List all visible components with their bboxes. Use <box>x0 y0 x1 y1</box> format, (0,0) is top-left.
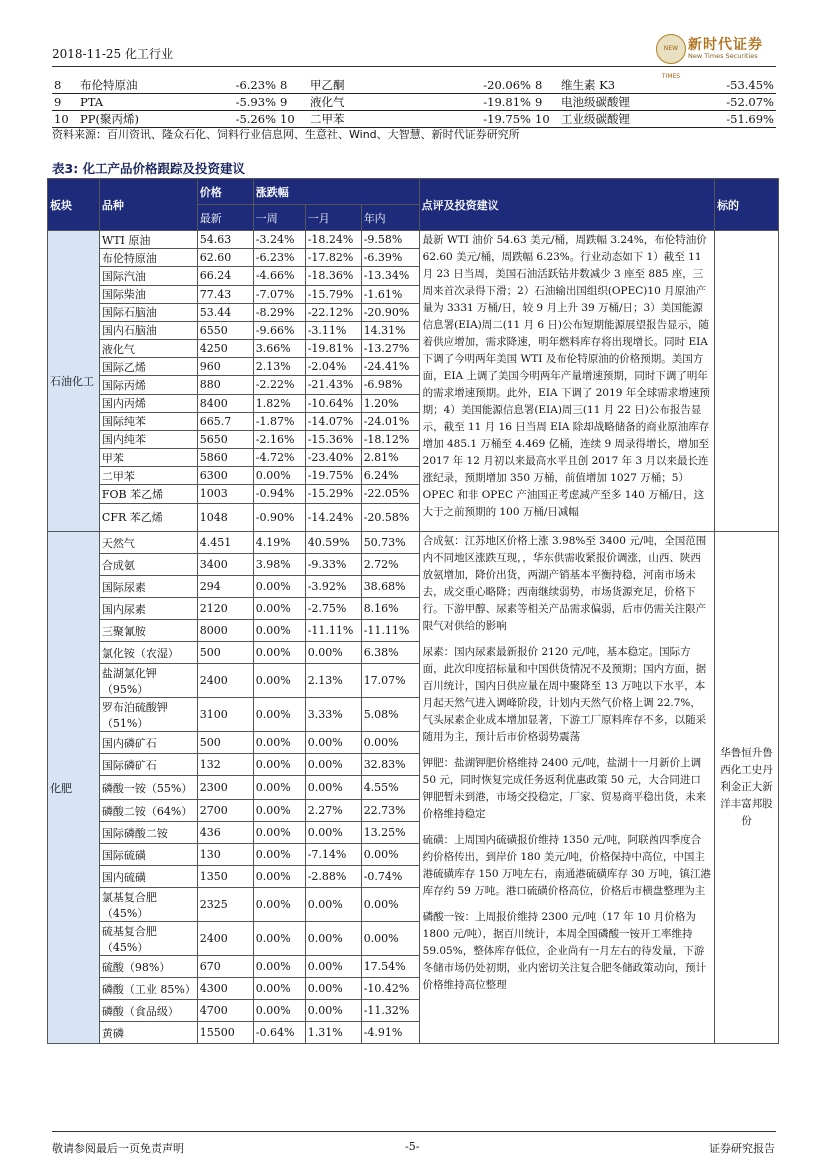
product-value: 32.83% <box>361 754 419 776</box>
product-value: -18.12% <box>361 430 419 448</box>
product-value: 4250 <box>197 340 253 358</box>
logo-chinese-name: 新时代证券 <box>688 37 763 53</box>
product-value: 2.13% <box>305 664 361 698</box>
product-name: 硫酸（98%） <box>99 956 197 978</box>
product-value: -18.24% <box>305 231 361 249</box>
product-name: 液化气 <box>99 340 197 358</box>
product-value: -3.11% <box>305 321 361 339</box>
header-ytd: 年内 <box>361 205 419 231</box>
product-name: 盐湖氯化钾（95%） <box>99 664 197 698</box>
header-price: 价格 <box>197 179 253 205</box>
product-value: -6.23% <box>253 249 305 267</box>
rank-cell: 9 <box>280 95 288 109</box>
data-source-note: 资料来源：百川资讯、隆众石化、饲料行业信息网、生意社、Wind、大智慧、新时代证券研究所 <box>52 128 520 141</box>
product-value: -1.61% <box>361 285 419 303</box>
product-value: 2325 <box>197 888 253 922</box>
rank-cell: 8 <box>535 78 543 92</box>
header-comment: 点评及投资建议 <box>419 179 714 231</box>
product-name: 黄磷 <box>99 1022 197 1044</box>
rank-cell: -51.69% <box>726 112 774 126</box>
product-value: -0.64% <box>253 1022 305 1044</box>
product-value: 66.24 <box>197 267 253 285</box>
product-name: 氯基复合肥（45%） <box>99 888 197 922</box>
rank-cell: 维生素 K3 <box>561 78 616 92</box>
product-value: 53.44 <box>197 303 253 321</box>
product-value: -2.04% <box>305 358 361 376</box>
logo-emblem-icon: NEW TIMES <box>656 34 686 64</box>
header-product: 品种 <box>99 179 197 231</box>
product-name: 国际磷酸二铵 <box>99 822 197 844</box>
comment-paragraph: 磷酸一铵：上周报价维持 2300 元/吨（17 年 10 月价格为 1800 元/吨），据百川统计，本周全国磷酸一铵开工率维持 59.05%，整体库存低位，企业尚有一月左右的待发量，下游冬储市场仍处初期，业内密切关注复合肥冬储政策动向，预计价格维持高位整理 <box>422 911 707 991</box>
product-name: WTI 原油 <box>99 231 197 249</box>
product-value: 0.00% <box>305 776 361 800</box>
product-value: -18.36% <box>305 267 361 285</box>
product-value: 38.68% <box>361 576 419 598</box>
product-value: 8400 <box>197 394 253 412</box>
product-value: 0.00% <box>253 732 305 754</box>
product-value: 4300 <box>197 978 253 1000</box>
product-value: 17.54% <box>361 956 419 978</box>
product-value: -23.40% <box>305 449 361 467</box>
product-value: -19.75% <box>305 467 361 485</box>
rank-cell: 甲乙酮 <box>310 78 345 92</box>
comment-paragraph: 尿素：国内尿素最新报价 2120 元/吨，基本稳定。国际方面，此次印度招标量和中国供货情况不及预期；国内方面，据百川统计，国内日供应量在周中聚降至 13 万吨以下水平，本月起天然气进入调峰阶段，计划内天然气价格上调 22.7%，气头尿素企业成本增加显著，下游工厂原料库存不多，以随采随用为主，预计后市价格弱势震荡 <box>422 646 707 743</box>
product-name: 国际柴油 <box>99 285 197 303</box>
product-row <box>48 231 779 249</box>
product-name: 硫基复合肥（45%） <box>99 922 197 956</box>
product-value: -2.22% <box>253 376 305 394</box>
product-value: 6.38% <box>361 642 419 664</box>
product-name: 磷酸（食品级） <box>99 1000 197 1022</box>
product-value: 0.00% <box>361 844 419 866</box>
product-value: 2.27% <box>305 800 361 822</box>
footer-divider <box>52 1131 776 1132</box>
rank-cell: 8 <box>280 78 288 92</box>
product-value: -15.36% <box>305 430 361 448</box>
header-week: 一周 <box>253 205 305 231</box>
product-name: 国际磷矿石 <box>99 754 197 776</box>
product-value: -24.41% <box>361 358 419 376</box>
product-name: 磷酸二铵（64%） <box>99 800 197 822</box>
product-value: -7.07% <box>253 285 305 303</box>
product-value: 50.73% <box>361 532 419 554</box>
product-value: -10.64% <box>305 394 361 412</box>
product-name: 氯化铵（农湿） <box>99 642 197 664</box>
product-value: 0.00% <box>253 754 305 776</box>
product-value: 0.00% <box>253 888 305 922</box>
product-value: -11.11% <box>305 620 361 642</box>
product-value: 2.13% <box>253 358 305 376</box>
product-value: -7.14% <box>305 844 361 866</box>
product-value: 0.00% <box>305 754 361 776</box>
header-sector: 板块 <box>48 179 100 231</box>
product-value: 62.60 <box>197 249 253 267</box>
product-value: 0.00% <box>305 956 361 978</box>
rank-cell: -5.93% <box>235 95 276 109</box>
product-value: -6.39% <box>361 249 419 267</box>
product-value: 1.31% <box>305 1022 361 1044</box>
product-row <box>48 532 779 554</box>
product-name: 国际石脑油 <box>99 303 197 321</box>
rank-cell: 10 <box>280 112 295 126</box>
product-value: 294 <box>197 576 253 598</box>
product-value: -13.27% <box>361 340 419 358</box>
product-value: 0.00% <box>253 956 305 978</box>
product-name: 磷酸一铵（55%） <box>99 776 197 800</box>
rank-cell: -6.23% <box>235 78 276 92</box>
product-value: 880 <box>197 376 253 394</box>
rank-cell: PP(聚丙烯) <box>80 112 139 126</box>
header-divider <box>52 66 776 67</box>
product-value: -8.29% <box>253 303 305 321</box>
product-value: -4.72% <box>253 449 305 467</box>
rank-cell: 二甲苯 <box>310 112 345 126</box>
product-value: 0.00% <box>253 642 305 664</box>
product-value: -11.11% <box>361 620 419 642</box>
rank-cell: 电池级碳酸锂 <box>561 95 630 109</box>
product-value: 0.00% <box>253 620 305 642</box>
product-value: 0.00% <box>305 1000 361 1022</box>
product-value: 6550 <box>197 321 253 339</box>
product-value: 2400 <box>197 664 253 698</box>
rank-cell: -52.07% <box>726 95 774 109</box>
product-value: 0.00% <box>253 664 305 698</box>
product-name: 国际丙烯 <box>99 376 197 394</box>
product-value: -0.90% <box>253 503 305 531</box>
rank-cell: -20.06% <box>483 78 531 92</box>
product-value: -3.24% <box>253 231 305 249</box>
product-value: -0.94% <box>253 485 305 503</box>
product-value: 3400 <box>197 554 253 576</box>
product-value: 0.00% <box>305 888 361 922</box>
product-value: 3.98% <box>253 554 305 576</box>
rank-cell: 9 <box>54 95 62 109</box>
product-value: -19.81% <box>305 340 361 358</box>
product-value: -10.42% <box>361 978 419 1000</box>
product-value: 0.00% <box>253 866 305 888</box>
product-value: 4700 <box>197 1000 253 1022</box>
product-value: 5650 <box>197 430 253 448</box>
table-caption: 表3: 化工产品价格跟踪及投资建议 <box>52 161 246 176</box>
product-value: -6.98% <box>361 376 419 394</box>
product-value: -22.05% <box>361 485 419 503</box>
rank-row <box>52 94 776 111</box>
rank-cell: -19.81% <box>483 95 531 109</box>
price-change-ranking-table <box>52 77 776 128</box>
product-value: 3.66% <box>253 340 305 358</box>
product-name: 合成氨 <box>99 554 197 576</box>
product-name: 国内磷矿石 <box>99 732 197 754</box>
rank-cell: 8 <box>54 78 62 92</box>
comment-paragraph: 硫磺：上周国内硫磺报价维持 1350 元/吨，阿联酋四季度合约价格传出，到岸价 180 美元/吨，价格保持中高位，中国主港硫磺库存 150 万吨左右，南通港硫磺库存 30 万吨，镇江港库存约 59 万吨。港口硫磺价格高位，价格后市横盘整理为主 <box>422 834 711 897</box>
product-value: 2.72% <box>361 554 419 576</box>
product-value: -2.75% <box>305 598 361 620</box>
product-value: -2.16% <box>253 430 305 448</box>
product-value: 4.55% <box>361 776 419 800</box>
product-name: 国际硫磺 <box>99 844 197 866</box>
rank-cell: 工业级碳酸锂 <box>561 112 630 126</box>
target-stocks <box>715 231 779 532</box>
product-value: 0.00% <box>253 822 305 844</box>
product-value: -22.12% <box>305 303 361 321</box>
product-value: 960 <box>197 358 253 376</box>
comment-cell <box>419 231 714 532</box>
product-value: 0.00% <box>253 467 305 485</box>
rank-cell: -19.75% <box>483 112 531 126</box>
product-value: 665.7 <box>197 412 253 430</box>
product-value: 0.00% <box>361 888 419 922</box>
product-value: -0.74% <box>361 866 419 888</box>
product-value: 130 <box>197 844 253 866</box>
product-price-tracking-table <box>47 178 779 1044</box>
product-value: 1.82% <box>253 394 305 412</box>
product-value: 0.00% <box>253 922 305 956</box>
product-value: 3.33% <box>305 698 361 732</box>
rank-cell: 10 <box>54 112 69 126</box>
product-value: 13.25% <box>361 822 419 844</box>
product-value: 0.00% <box>253 698 305 732</box>
product-name: 布伦特原油 <box>99 249 197 267</box>
product-name: 国际汽油 <box>99 267 197 285</box>
sector-name: 石油化工 <box>48 231 100 532</box>
product-value: 2.81% <box>361 449 419 467</box>
logo-english-name: New Times Securities <box>688 52 758 60</box>
rank-row <box>52 111 776 128</box>
product-value: 1048 <box>197 503 253 531</box>
product-name: 国内石脑油 <box>99 321 197 339</box>
product-value: 8000 <box>197 620 253 642</box>
product-value: -13.34% <box>361 267 419 285</box>
product-value: 0.00% <box>361 732 419 754</box>
product-value: -4.91% <box>361 1022 419 1044</box>
product-value: -3.92% <box>305 576 361 598</box>
page-header <box>52 37 776 80</box>
product-value: 0.00% <box>253 576 305 598</box>
product-name: 二甲苯 <box>99 467 197 485</box>
product-value: 1003 <box>197 485 253 503</box>
product-name: 国际乙烯 <box>99 358 197 376</box>
product-name: 国际尿素 <box>99 576 197 598</box>
product-value: 6300 <box>197 467 253 485</box>
product-value: 0.00% <box>361 922 419 956</box>
product-name: 磷酸（工业 85%） <box>99 978 197 1000</box>
product-value: -21.43% <box>305 376 361 394</box>
sector-name: 化肥 <box>48 532 100 1044</box>
product-value: 40.59% <box>305 532 361 554</box>
report-date-industry: 2018-11-25 化工行业 <box>52 47 174 61</box>
product-value: 0.00% <box>253 598 305 620</box>
product-value: 5860 <box>197 449 253 467</box>
rank-cell: 10 <box>535 112 550 126</box>
header-month: 一月 <box>305 205 361 231</box>
product-value: 17.07% <box>361 664 419 698</box>
product-name: 国际纯苯 <box>99 412 197 430</box>
comment-cell <box>419 532 714 1044</box>
product-value: 0.00% <box>253 776 305 800</box>
product-value: 15500 <box>197 1022 253 1044</box>
product-value: 500 <box>197 642 253 664</box>
product-value: 4.451 <box>197 532 253 554</box>
product-value: 2700 <box>197 800 253 822</box>
product-value: -17.82% <box>305 249 361 267</box>
product-value: 670 <box>197 956 253 978</box>
product-value: 3100 <box>197 698 253 732</box>
product-value: -14.07% <box>305 412 361 430</box>
header-latest: 最新 <box>197 205 253 231</box>
product-value: 14.31% <box>361 321 419 339</box>
product-value: -4.66% <box>253 267 305 285</box>
product-value: 54.63 <box>197 231 253 249</box>
product-value: 0.00% <box>253 978 305 1000</box>
product-value: 0.00% <box>253 1000 305 1022</box>
header-change: 涨跌幅 <box>253 179 419 205</box>
product-value: 6.24% <box>361 467 419 485</box>
product-name: 国内尿素 <box>99 598 197 620</box>
product-value: -1.87% <box>253 412 305 430</box>
product-value: 0.00% <box>305 922 361 956</box>
rank-cell: PTA <box>80 95 104 109</box>
product-value: 5.08% <box>361 698 419 732</box>
comment-paragraph: 最新 WTI 油价 54.63 美元/桶，周跌幅 3.24%，布伦特油价 62.60 美元/桶，周跌幅 6.23%。行业动态如下 1）截至 11 月 23 日当周，美国石油活跃钻井数减少 3 座至 885 座，三周来首次录得下滑；2）石油输出国组织(OPEC)10 月原油产量为 3331 万桶/日，较 9 月上升 39 万桶/日；3）美国能源信息署(EIA)周二(11 月 6 日)公布短期能源展望报告显示，随着供应增加，需求降速，明年燃料库存将出现增长。同时 EIA 下调了今明两年美国 WTI 及布伦特原油的价格预期。美国方面，EIA 上调了美国今明两年产量增速预期，同时下调了明年的需求增速预期。此外，EIA 下调了 2019 年全球需求增速预期；4）美国能源信息署(EIA)周三(11 月 22 日)公布报告显示，截至 11 月 16 日当周 EIA 除却战略储备的商业原油库存增加 485.1 万桶至 4.469 亿桶，连续 9 周录得增长，增加至 2017 年 12 月初以来最高水平且创 2017 年 3 月以来最长连涨纪录，预期增加 350 万桶，前值增加 1027 万桶；5）OPEC 和非 OPEC 产油国正考虑减产至多 140 万桶/日，这大于之前预期的 100 万桶/日减幅 <box>422 234 710 518</box>
product-value: 0.00% <box>253 800 305 822</box>
product-name: CFR 苯乙烯 <box>99 503 197 531</box>
product-value: 2120 <box>197 598 253 620</box>
product-name: FOB 苯乙烯 <box>99 485 197 503</box>
product-value: 436 <box>197 822 253 844</box>
product-value: 0.00% <box>305 978 361 1000</box>
product-value: 77.43 <box>197 285 253 303</box>
product-value: 1350 <box>197 866 253 888</box>
header-target: 标的 <box>715 179 779 231</box>
product-value: 22.73% <box>361 800 419 822</box>
product-name: 国内纯苯 <box>99 430 197 448</box>
product-value: -15.29% <box>305 485 361 503</box>
product-value: 0.00% <box>305 732 361 754</box>
product-name: 三聚氰胺 <box>99 620 197 642</box>
product-value: -20.58% <box>361 503 419 531</box>
product-value: 0.00% <box>253 844 305 866</box>
rank-cell: -53.45% <box>726 78 774 92</box>
product-value: -15.79% <box>305 285 361 303</box>
product-value: -9.58% <box>361 231 419 249</box>
product-value: -11.32% <box>361 1000 419 1022</box>
product-name: 国内丙烯 <box>99 394 197 412</box>
product-value: 8.16% <box>361 598 419 620</box>
product-value: 2400 <box>197 922 253 956</box>
product-value: 132 <box>197 754 253 776</box>
rank-row <box>52 77 776 94</box>
product-value: -20.90% <box>361 303 419 321</box>
product-value: -14.24% <box>305 503 361 531</box>
page-number: -5- <box>405 1140 420 1153</box>
product-name: 甲苯 <box>99 449 197 467</box>
rank-cell: -5.26% <box>235 112 276 126</box>
comment-paragraph: 钾肥：盐湖钾肥价格维持 2400 元/吨，盐湖十一月新价上调 50 元，同时恢复完成任务返利优惠政策 50 元，大合同进口钾肥暂未到港，市场交投稳定，厂家、贸易商平稳出货，未来价格维持稳定 <box>422 757 707 820</box>
product-value: -9.66% <box>253 321 305 339</box>
rank-cell: 布伦特原油 <box>80 78 138 92</box>
product-value: 0.00% <box>305 642 361 664</box>
footer-disclaimer: 敬请参阅最后一页免责声明 <box>52 1142 184 1155</box>
product-value: 1.20% <box>361 394 419 412</box>
target-stocks: 华鲁恒升鲁西化工史丹利金正大新洋丰富邦股份 <box>715 532 779 1044</box>
product-name: 罗布泊硫酸钾（51%） <box>99 698 197 732</box>
product-value: 0.00% <box>305 822 361 844</box>
comment-paragraph: 合成氨：江苏地区价格上涨 3.98%至 3400 元/吨，全国范围内不同地区涨跌互现，，华东供需收紧报价调涨，山西、陕西放氨增加，降价出货，两湖产销基本平衡持稳，河南市场未去，成交重心略降；西南继续弱势，市场货源充足，价格下行。下游甲醇、尿素等相关产品需求偏弱，后市仍需关注限产限气对供给的影响 <box>422 535 707 632</box>
rank-cell: 9 <box>535 95 543 109</box>
product-value: 2300 <box>197 776 253 800</box>
product-value: 4.19% <box>253 532 305 554</box>
product-value: -9.33% <box>305 554 361 576</box>
product-name: 天然气 <box>99 532 197 554</box>
footer-label: 证券研究报告 <box>709 1142 775 1155</box>
product-value: -2.88% <box>305 866 361 888</box>
product-name: 国内硫磺 <box>99 866 197 888</box>
product-value: -24.01% <box>361 412 419 430</box>
company-logo <box>656 34 776 80</box>
rank-cell: 液化气 <box>310 95 345 109</box>
product-value: 500 <box>197 732 253 754</box>
